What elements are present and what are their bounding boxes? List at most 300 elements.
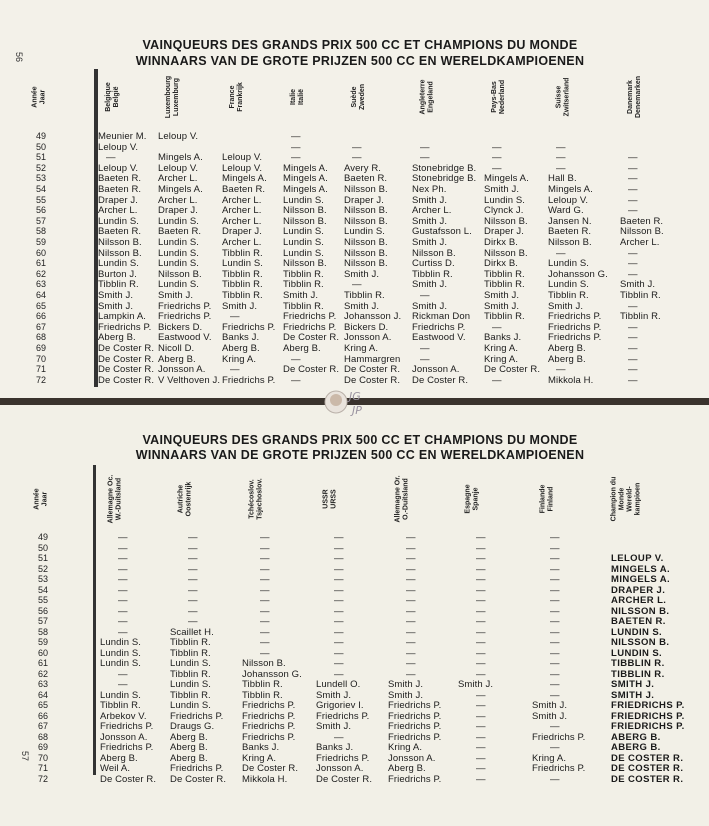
winner-cell: Friedrichs P.: [98, 321, 152, 333]
winner-cell: —: [188, 584, 198, 596]
winner-cell: Nilsson B.: [344, 205, 388, 217]
svg-text:JP: JP: [352, 404, 362, 417]
winner-cell: Archer L.: [158, 173, 198, 185]
winner-cell: —: [334, 731, 344, 743]
winner-cell: —: [492, 321, 502, 333]
winner-cell: Banks J.: [484, 332, 522, 344]
winner-cell: —: [334, 658, 344, 669]
winner-cell: —: [118, 563, 128, 575]
winner-cell: Mingels A.: [158, 184, 203, 195]
winner-cell: Curtiss D.: [412, 258, 455, 270]
winner-cell: —: [628, 374, 638, 386]
winner-cell: —: [550, 637, 560, 648]
winner-cell: —: [550, 742, 560, 753]
winner-cell: Leloup V.: [98, 162, 139, 174]
winner-cell: Smith J.: [532, 710, 568, 722]
svg-text:JG: JG: [349, 390, 361, 403]
page-title-dutch: WINNAARS VAN DE GROTE PRIJZEN 500 CC EN WERELDKAMPIOENEN: [135, 448, 585, 462]
winner-cell: —: [118, 679, 128, 690]
winner-cell: —: [334, 626, 344, 638]
winner-cell: Tibblin R.: [242, 689, 283, 701]
winner-cell: Friedrichs P.: [170, 763, 224, 774]
winner-cell: —: [492, 162, 502, 174]
winner-cell: Scaillet H.: [170, 626, 214, 638]
champion-cell: SMITH J.: [611, 689, 655, 701]
champion-cell: LUNDIN S.: [611, 647, 663, 659]
winner-cell: —: [628, 247, 638, 259]
winner-cell: —: [188, 574, 198, 585]
year-cell: 49: [36, 131, 47, 141]
year-cell: 57: [38, 616, 49, 626]
winner-cell: Nilsson B.: [620, 226, 664, 238]
country-column-header: Champion du Monde Wereld- kampioen: [610, 476, 641, 522]
winner-cell: —: [334, 668, 344, 680]
winner-cell: De Coster R.: [98, 364, 155, 376]
champion-cell: BAETEN R.: [611, 616, 666, 627]
winner-cell: Smith J.: [548, 300, 584, 312]
year-cell: 69: [36, 343, 47, 353]
winner-cell: Banks J.: [222, 332, 260, 344]
winner-cell: —: [550, 584, 560, 596]
winner-cell: Smith J.: [412, 194, 448, 206]
winner-cell: Smith J.: [412, 279, 448, 291]
winner-cell: Leloup V.: [98, 141, 139, 153]
winner-cell: Nilsson B.: [283, 258, 327, 270]
year-cell: 61: [38, 658, 49, 668]
champion-cell: FRIEDRICHS P.: [611, 700, 685, 711]
winner-cell: —: [334, 542, 344, 554]
winner-cell: Aberg B.: [548, 353, 586, 365]
winner-cell: Nilsson B.: [242, 658, 286, 669]
winner-cell: De Coster R.: [316, 773, 373, 785]
winner-cell: —: [260, 595, 270, 606]
year-cell: 54: [38, 584, 49, 595]
winner-cell: Mikkola H.: [242, 773, 288, 785]
year-cell: 59: [36, 237, 47, 247]
winner-cell: Draper J.: [344, 194, 384, 206]
winner-cell: Smith J.: [388, 689, 424, 701]
winner-cell: —: [550, 668, 560, 680]
year-cell: 59: [38, 637, 49, 647]
winner-cell: —: [406, 532, 416, 543]
winner-cell: Hall B.: [548, 173, 577, 185]
winner-cell: —: [334, 584, 344, 596]
winner-cell: Lundin S.: [158, 237, 200, 248]
winner-cell: —: [628, 258, 638, 270]
year-cell: 50: [38, 542, 49, 553]
year-cell: 64: [38, 689, 49, 700]
winner-cell: Aberg B.: [548, 343, 586, 354]
winner-cell: —: [260, 637, 270, 648]
winner-cell: —: [118, 574, 128, 585]
winner-cell: De Coster R.: [170, 773, 227, 785]
winner-cell: Smith J.: [484, 290, 520, 301]
winner-cell: Friedrichs P.: [388, 700, 442, 711]
winner-cell: —: [406, 563, 416, 575]
winner-cell: Draper J.: [98, 194, 138, 206]
winner-cell: —: [628, 364, 638, 376]
champion-cell: DRAPER J.: [611, 584, 666, 596]
winner-cell: —: [628, 184, 638, 195]
year-cell: 53: [38, 574, 49, 584]
winner-cell: Friedrichs P.: [316, 752, 370, 764]
winner-cell: —: [556, 152, 566, 164]
winner-cell: Eastwood V.: [412, 332, 466, 344]
winner-cell: Lampkin A.: [98, 311, 146, 323]
winner-cell: Aberg B.: [170, 752, 208, 764]
winner-cell: Tibblin R.: [484, 311, 525, 323]
year-cell: 65: [36, 300, 47, 311]
winner-cell: —: [550, 773, 560, 785]
winner-cell: —: [118, 542, 128, 554]
winner-cell: —: [291, 374, 301, 386]
winner-cell: —: [334, 553, 344, 564]
winner-cell: Smith J.: [98, 300, 134, 312]
winner-cell: Smith J.: [412, 215, 448, 227]
winner-cell: —: [118, 605, 128, 617]
library-stamp: [322, 385, 384, 419]
winner-cell: Archer L.: [222, 237, 262, 248]
winner-cell: Lundin S.: [170, 679, 212, 690]
winner-cell: Jonsson A.: [412, 364, 460, 376]
winner-cell: —: [334, 647, 344, 659]
country-column-header: Pays-Bas Nederland: [491, 79, 507, 115]
winner-cell: Smith J.: [158, 290, 194, 301]
winner-cell: —: [406, 668, 416, 680]
winner-cell: —: [550, 553, 560, 564]
winner-cell: Ward G.: [548, 205, 584, 217]
winner-cell: Jansen N.: [548, 215, 592, 227]
winner-cell: —: [406, 637, 416, 648]
winner-cell: Dirkx B.: [484, 258, 519, 270]
year-cell: 68: [38, 731, 49, 742]
top-page: [0, 0, 709, 398]
winner-cell: Smith J.: [316, 721, 352, 732]
winner-cell: Tibblin R.: [620, 311, 661, 323]
winner-cell: Friedrichs P.: [388, 731, 442, 743]
winner-cell: Mingels A.: [283, 184, 328, 195]
winner-cell: —: [550, 595, 560, 606]
winner-cell: —: [550, 647, 560, 659]
winner-cell: —: [334, 563, 344, 575]
winner-cell: Baeten R.: [98, 173, 142, 185]
year-cell: 58: [36, 226, 47, 237]
winner-cell: —: [550, 532, 560, 543]
champion-cell: NILSSON B.: [611, 605, 670, 617]
winner-cell: —: [118, 584, 128, 596]
year-cell: 71: [36, 364, 47, 375]
winner-cell: —: [476, 553, 486, 564]
winner-cell: Kring A.: [532, 752, 567, 764]
winner-cell: Kring A.: [484, 343, 519, 354]
year-cell: 62: [38, 668, 49, 679]
winner-cell: —: [188, 542, 198, 554]
winner-cell: De Coster R.: [242, 763, 299, 774]
winner-cell: Tibblin R.: [222, 279, 263, 291]
champion-cell: DE COSTER R.: [611, 773, 684, 785]
year-cell: 60: [38, 647, 49, 658]
winner-cell: Nilsson B.: [412, 247, 456, 259]
winner-cell: —: [628, 321, 638, 333]
winner-cell: Tibblin R.: [412, 268, 453, 280]
country-column-header: Allemagne Or. O.-Duitsland: [395, 475, 411, 523]
winner-cell: —: [118, 553, 128, 564]
winner-cell: Bickers D.: [158, 321, 203, 333]
winner-cell: Jonsson A.: [316, 763, 364, 774]
winner-cell: Nilsson B.: [98, 237, 142, 248]
winner-cell: Lundin S.: [283, 237, 325, 248]
winner-cell: —: [334, 637, 344, 648]
winner-cell: Lundin S.: [98, 215, 140, 227]
winner-cell: Draper J.: [158, 205, 198, 217]
winner-cell: —: [476, 532, 486, 543]
winner-cell: —: [476, 710, 486, 722]
year-cell: 67: [38, 721, 49, 731]
winner-cell: —: [230, 311, 240, 323]
winner-cell: Friedrichs P.: [548, 311, 602, 323]
winner-cell: —: [188, 563, 198, 575]
winner-cell: Nicoll D.: [158, 343, 195, 354]
winner-cell: Tibblin R.: [484, 268, 525, 280]
winner-cell: —: [352, 141, 362, 153]
winner-cell: —: [476, 626, 486, 638]
winner-cell: Banks J.: [316, 742, 354, 753]
champion-cell: SMITH J.: [611, 679, 655, 690]
winner-cell: Smith J.: [620, 279, 656, 291]
winner-cell: —: [406, 658, 416, 669]
winner-cell: Friedrichs P.: [242, 721, 296, 732]
winner-cell: Nilsson B.: [283, 215, 327, 227]
winner-cell: Hammargren: [344, 353, 401, 365]
winner-cell: Friedrichs P.: [532, 763, 586, 774]
winner-cell: Mingels A.: [484, 173, 529, 185]
champion-cell: LELOUP V.: [611, 553, 664, 564]
winner-cell: —: [550, 616, 560, 627]
winner-cell: Friedrichs P.: [170, 710, 224, 722]
year-cell: 60: [36, 247, 47, 258]
country-column-header: Angleterre Engeland: [419, 79, 435, 115]
year-cell: 63: [36, 279, 47, 290]
winner-cell: Tibblin R.: [98, 279, 139, 291]
winner-cell: Lundin S.: [484, 194, 526, 206]
winner-cell: —: [420, 152, 430, 164]
winner-cell: Leloup V.: [158, 131, 199, 142]
winner-cell: —: [420, 290, 430, 301]
country-column-header: Finlande Finland: [539, 484, 554, 514]
winner-cell: —: [406, 553, 416, 564]
winner-cell: —: [476, 773, 486, 785]
winner-cell: Meunier M.: [98, 131, 147, 142]
winner-cell: —: [260, 574, 270, 585]
winner-cell: Leloup V.: [548, 194, 589, 206]
winner-cell: Kring A.: [242, 752, 277, 764]
winner-cell: Lundin S.: [158, 279, 200, 291]
winner-cell: Baeten R.: [548, 226, 592, 238]
year-cell: 70: [38, 752, 49, 763]
winner-cell: Tibblin R.: [222, 290, 263, 301]
winner-cell: Aberg B.: [222, 343, 260, 354]
winner-cell: Lundin S.: [100, 658, 142, 669]
winner-cell: —: [406, 584, 416, 596]
winner-cell: De Coster R.: [100, 773, 157, 785]
winner-cell: Jonsson A.: [388, 752, 436, 764]
winner-cell: Baeten R.: [222, 184, 266, 195]
winner-cell: Lundin S.: [283, 247, 325, 259]
winner-cell: V Velthoven J.: [158, 374, 221, 386]
winner-cell: —: [628, 173, 638, 185]
year-cell: 71: [38, 763, 49, 773]
winner-cell: Aberg B.: [158, 353, 196, 365]
year-cell: 56: [38, 605, 49, 616]
country-column-header: Suède Zweden: [351, 83, 366, 111]
winner-cell: —: [188, 532, 198, 543]
winner-cell: Avery R.: [344, 162, 382, 174]
year-cell: 55: [38, 595, 49, 605]
winner-cell: —: [628, 268, 638, 280]
winner-cell: —: [476, 721, 486, 732]
winner-cell: —: [492, 152, 502, 164]
champion-cell: ARCHER L.: [611, 595, 667, 606]
winner-cell: Jonsson A.: [158, 364, 206, 376]
winner-cell: Jonsson A.: [344, 332, 392, 344]
country-column-header: USSR URSS: [322, 489, 338, 509]
winner-cell: Lundin S.: [548, 258, 590, 270]
winner-cell: —: [492, 374, 502, 386]
winner-cell: Eastwood V.: [158, 332, 212, 344]
winner-cell: De Coster R.: [98, 374, 155, 386]
winner-cell: Baeten R.: [158, 226, 202, 238]
winner-cell: —: [420, 353, 430, 365]
winner-cell: —: [550, 563, 560, 575]
champion-cell: MINGELS A.: [611, 574, 671, 585]
winner-cell: Lundin S.: [98, 258, 140, 270]
winner-cell: De Coster R.: [98, 343, 155, 354]
winner-cell: Smith J.: [484, 184, 520, 195]
winner-cell: Nilsson B.: [344, 215, 388, 227]
winner-cell: De Coster R.: [283, 364, 340, 376]
winner-cell: —: [260, 626, 270, 638]
winner-cell: Tibblin R.: [170, 637, 211, 648]
winner-cell: Mingels A.: [283, 162, 328, 174]
winner-cell: Gustafsson L.: [412, 226, 472, 238]
winner-cell: —: [260, 542, 270, 554]
winner-cell: Friedrichs P.: [388, 773, 442, 785]
champion-cell: TIBBLIN R.: [611, 668, 665, 680]
winner-cell: —: [556, 162, 566, 174]
winner-cell: Mingels A.: [283, 173, 328, 185]
winner-cell: —: [550, 542, 560, 554]
year-cell: 53: [36, 173, 47, 184]
winner-cell: Lundin S.: [344, 226, 386, 238]
winner-cell: —: [476, 668, 486, 680]
year-cell: 64: [36, 290, 47, 300]
winner-cell: Grigoriev I.: [316, 700, 364, 711]
year-cell: 66: [38, 710, 49, 721]
winner-cell: —: [628, 332, 638, 344]
header-rule: [93, 465, 96, 775]
winner-cell: —: [188, 605, 198, 617]
winner-cell: —: [476, 752, 486, 764]
winner-cell: —: [628, 152, 638, 164]
year-cell: 56: [36, 205, 47, 216]
winner-cell: Leloup V.: [222, 152, 263, 164]
winner-cell: Leloup V.: [158, 162, 199, 174]
year-cell: 52: [38, 563, 49, 574]
winner-cell: Mingels A.: [548, 184, 593, 195]
winner-cell: —: [118, 626, 128, 638]
winner-cell: —: [291, 131, 301, 142]
page-number: 57: [20, 750, 31, 762]
winner-cell: Nilsson B.: [548, 237, 592, 248]
winner-cell: —: [260, 553, 270, 564]
country-column-header: France Frankrijk: [228, 82, 244, 112]
champion-cell: LUNDIN S.: [611, 626, 663, 638]
champion-cell: ABERG B.: [611, 742, 661, 753]
winner-cell: Friedrichs P.: [242, 700, 296, 711]
winner-cell: Tibblin R.: [283, 279, 324, 291]
winner-cell: —: [406, 647, 416, 659]
year-cell: 61: [36, 258, 47, 269]
winner-cell: —: [550, 721, 560, 732]
winner-cell: Leloup V.: [222, 162, 263, 174]
page-number: 56: [14, 51, 25, 63]
winner-cell: Rickman Don: [412, 311, 471, 323]
winner-cell: Friedrichs P.: [242, 710, 296, 722]
winner-cell: Friedrichs P.: [388, 710, 442, 722]
winner-cell: Lundin S.: [170, 700, 212, 711]
winner-cell: Nilsson B.: [344, 237, 388, 248]
winner-cell: Smith J.: [222, 300, 258, 312]
winner-cell: —: [260, 616, 270, 627]
winner-cell: Archer L.: [98, 205, 138, 217]
winner-cell: —: [188, 553, 198, 564]
winner-cell: Smith J.: [344, 268, 380, 280]
winner-cell: Tibblin R.: [620, 290, 661, 301]
page-title-french: VAINQUEURS DES GRANDS PRIX 500 CC ET CHAMPIONS DU MONDE: [142, 38, 578, 52]
winner-cell: Clynck J.: [484, 205, 524, 217]
winner-cell: —: [476, 616, 486, 627]
winner-cell: Nex Ph.: [412, 184, 447, 195]
winner-cell: —: [550, 605, 560, 617]
winner-cell: —: [476, 763, 486, 774]
winner-cell: —: [492, 141, 502, 153]
winner-cell: —: [476, 542, 486, 554]
winner-cell: —: [334, 616, 344, 627]
winner-cell: —: [260, 605, 270, 617]
winner-cell: —: [334, 595, 344, 606]
winner-cell: —: [628, 353, 638, 365]
winner-cell: Friedrichs P.: [412, 321, 466, 333]
year-cell: 63: [38, 679, 49, 689]
winner-cell: Baeten R.: [344, 173, 388, 185]
winner-cell: —: [550, 658, 560, 669]
winner-cell: —: [476, 647, 486, 659]
winner-cell: Kring A.: [388, 742, 423, 753]
winner-cell: Burton J.: [98, 268, 137, 280]
winner-cell: Archer L.: [620, 237, 660, 248]
winner-cell: —: [476, 742, 486, 753]
winner-cell: Smith J.: [412, 300, 448, 312]
winner-cell: Friedrichs P.: [548, 321, 602, 333]
year-cell: 55: [36, 194, 47, 205]
winner-cell: Friedrichs P.: [242, 731, 296, 743]
winner-cell: Jonsson A.: [100, 731, 148, 743]
winner-cell: Archer L.: [412, 205, 452, 217]
winner-cell: Friedrichs P.: [158, 300, 212, 312]
winner-cell: Kring A.: [222, 353, 257, 365]
winner-cell: —: [188, 616, 198, 627]
year-cell: 50: [36, 141, 47, 152]
